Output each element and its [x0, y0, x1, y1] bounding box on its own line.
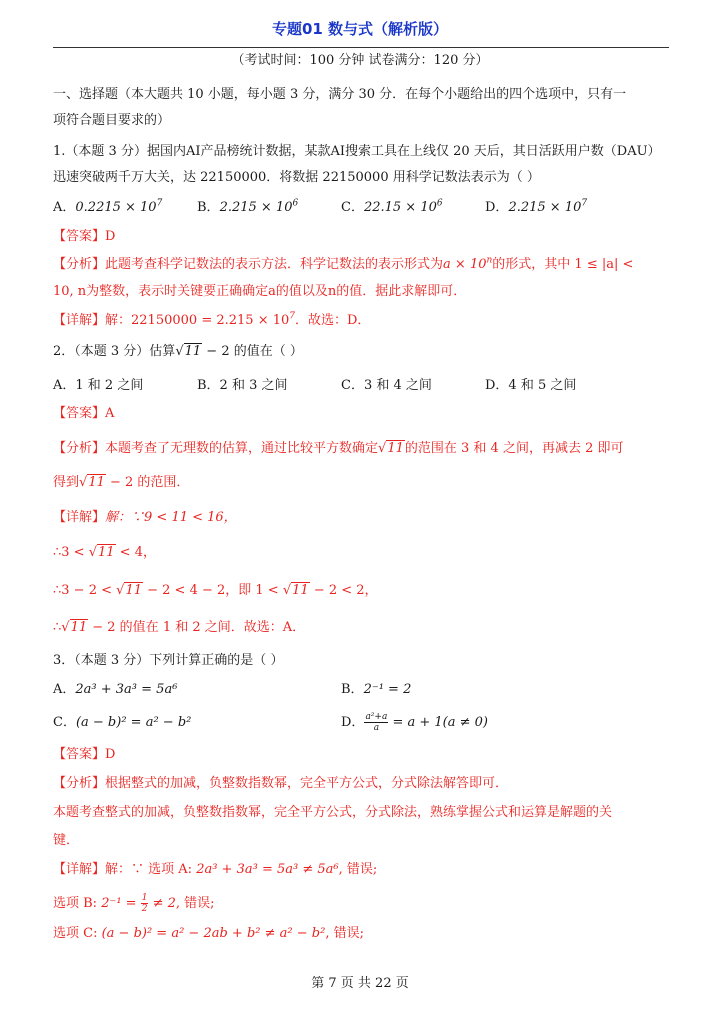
- q1-stem-line1: 1.（本题 3 分）据国内AI产品榜统计数据，某款AI搜索工具在上线仅 20 天后，其日活跃用户数（DAU）: [53, 144, 661, 159]
- page-number: 第 7 页 共 22 页: [311, 976, 409, 991]
- sqrt-symbol: √: [175, 344, 184, 359]
- q1-answer: 【答案】D: [53, 229, 116, 244]
- q3-detail-line2: 选项 B: 2⁻¹ = $\frac{1}{2}$ ≠ 2, 错误;: [53, 893, 215, 914]
- q2-stem: 2．（本题 3 分）估算√11 − 2 的值在（ ）: [53, 344, 303, 359]
- q3-answer: 【答案】D: [53, 747, 116, 762]
- title-divider: [53, 47, 669, 48]
- q3-option-a: A．2a³ + 3a³ = 5a⁶: [53, 682, 178, 697]
- q1-option-c: C．$22.15 \times 10^6$: [341, 198, 443, 215]
- q2-option-a: A．1 和 2 之间: [53, 378, 144, 393]
- q2-detail-line4: ∴√11 − 2 的值在 1 和 2 之间．故选：A．: [53, 620, 306, 635]
- q1-stem-line2: 迅速突破两千万大关，达 22150000．将数据 22150000 用科学记数法表示为（ ）: [53, 170, 540, 185]
- q3-detail-line3: 选项 C: (a − b)² = a² − 2ab + b² ≠ a² − b², 错误;: [53, 926, 364, 941]
- q2-option-d: D．4 和 5 之间: [485, 378, 577, 393]
- q3-option-b: B．2⁻¹ = 2: [341, 682, 412, 697]
- q3-analysis-line1: 【分析】根据整式的加减，负整数指数幂，完全平方公式，分式除法解答即可．: [53, 776, 509, 791]
- q2-option-b: B．2 和 3 之间: [197, 378, 288, 393]
- q2-answer: 【答案】A: [53, 406, 115, 421]
- q3-analysis-line2: 本题考查整式的加减，负整数指数幂，完全平方公式，分式除法，熟练掌握公式和运算是解题的关: [53, 805, 613, 820]
- q1-option-d: D．$2.215 \times 10^7$: [485, 198, 588, 215]
- q2-detail-line1: 【详解】解：∵9 < 11 < 16，: [53, 510, 237, 525]
- q3-option-c: C．(a − b)² = a² − b²: [53, 715, 192, 730]
- section-intro-line1: 一、选择题（本大题共 10 小题，每小题 3 分，满分 30 分．在每个小题给出的四个选项中，只有一: [53, 87, 627, 102]
- q3-option-d: D． $\frac{\text{a²+a}}{a}$ = a + 1(a ≠ 0): [341, 712, 488, 733]
- q1-analysis-line2: 10, n为整数，表示时关键要正确确定a的值以及n的值．据此求解即可．: [53, 284, 467, 299]
- section-intro-line2: 项符合题目要求的）: [53, 113, 171, 128]
- q3-stem: 3．（本题 3 分）下列计算正确的是（ ）: [53, 653, 284, 668]
- q3-detail-line1: 【详解】解：∵ 选项 A: 2a³ + 3a³ = 5a³ ≠ 5a⁶, 错误;: [53, 862, 378, 877]
- q2-option-c: C．3 和 4 之间: [341, 378, 432, 393]
- q1-option-b: B．$2.215 \times 10^6$: [197, 198, 299, 215]
- q2-detail-line3: ∴3 − 2 < √11 − 2 < 4 − 2，即 1 < √11 − 2 < 2，: [53, 583, 378, 598]
- q3-analysis-line3: 键．: [53, 833, 80, 848]
- q1-detail: 【详解】解：$22150000 = 2.215 \times 10^7$．故选：D．: [53, 311, 371, 328]
- q1-option-a: A．$0.2215 \times 10^7$: [53, 198, 163, 215]
- exam-info: （考试时间：100 分钟 试卷满分：120 分）: [231, 53, 489, 68]
- q2-detail-line2: ∴3 < √11 < 4，: [53, 545, 156, 560]
- q1-analysis-line1: 【分析】此题考查科学记数法的表示方法．科学记数法的表示形式为$a \times 10^n$的形式，其中 1 ≤ |a| <: [53, 255, 634, 272]
- q2-analysis-line2: 得到√11 − 2 的范围．: [53, 475, 190, 490]
- q2-analysis-line1: 【分析】本题考查了无理数的估算，通过比较平方数确定√11的范围在 3 和 4 之间，再减去 2 即可: [53, 441, 624, 456]
- page-title: 专题01 数与式（解析版）: [271, 20, 449, 38]
